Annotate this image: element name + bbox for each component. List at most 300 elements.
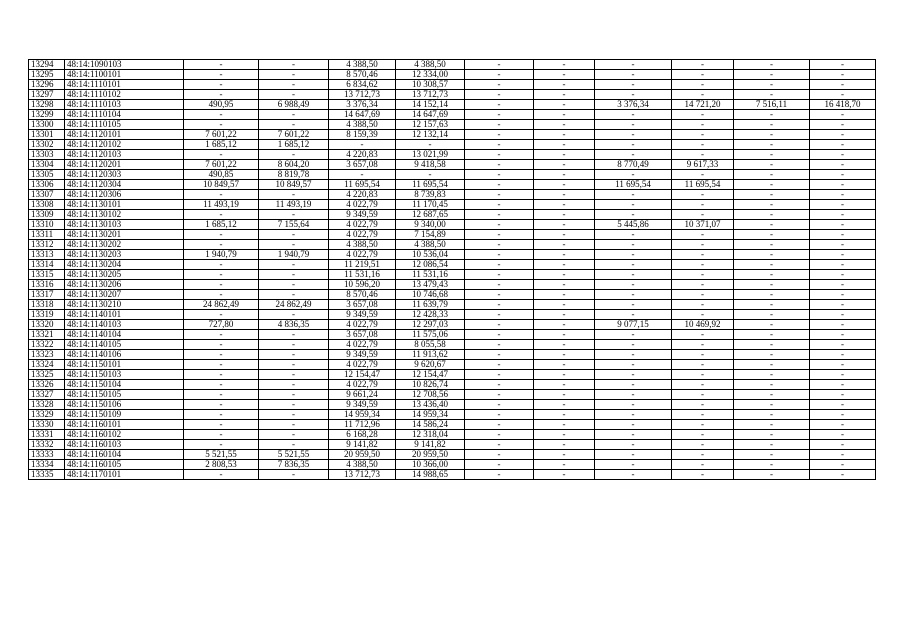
table-cell: -: [595, 260, 672, 270]
table-cell: 5 521,55: [184, 450, 259, 460]
table-cell: 13325: [29, 370, 65, 380]
table-cell: -: [595, 210, 672, 220]
table-cell: -: [734, 440, 810, 450]
table-cell: 13318: [29, 300, 65, 310]
table-cell: -: [465, 310, 534, 320]
table-cell: -: [734, 400, 810, 410]
table-cell: 13 436,40: [396, 400, 465, 410]
table-cell: 2 808,53: [184, 460, 259, 470]
table-cell: 48:14:1120101: [65, 130, 184, 140]
table-cell: -: [259, 230, 329, 240]
table-cell: -: [810, 350, 876, 360]
table-cell: -: [465, 450, 534, 460]
table-cell: -: [465, 390, 534, 400]
table-row: [29, 330, 876, 340]
table-cell: 4 836,35: [259, 320, 329, 330]
table-cell: 13311: [29, 230, 65, 240]
table-cell: 12 687,65: [396, 210, 465, 220]
table-cell: -: [595, 60, 672, 70]
table-cell: -: [810, 320, 876, 330]
table-cell: 13322: [29, 340, 65, 350]
table-row: [29, 190, 876, 200]
table-cell: -: [259, 350, 329, 360]
table-cell: 13312: [29, 240, 65, 250]
table-cell: 490,85: [184, 170, 259, 180]
table-cell: 48:14:1110105: [65, 120, 184, 130]
table-cell: -: [672, 370, 734, 380]
table-cell: -: [259, 60, 329, 70]
table-cell: 9 620,67: [396, 360, 465, 370]
table-cell: -: [810, 300, 876, 310]
table-cell: -: [672, 440, 734, 450]
table-cell: -: [595, 270, 672, 280]
table-cell: 48:14:1120102: [65, 140, 184, 150]
table-cell: 4 022,79: [329, 340, 396, 350]
table-cell: 12 086,54: [396, 260, 465, 270]
table-row: [29, 220, 876, 230]
table-cell: 10 469,92: [672, 320, 734, 330]
table-cell: -: [810, 340, 876, 350]
table-cell: 13305: [29, 170, 65, 180]
table-cell: 13324: [29, 360, 65, 370]
table-cell: 12 154,47: [329, 370, 396, 380]
table-cell: -: [465, 170, 534, 180]
table-cell: 8 739,83: [396, 190, 465, 200]
table-cell: -: [810, 240, 876, 250]
table-cell: -: [259, 260, 329, 270]
table-cell: 4 388,50: [329, 60, 396, 70]
table-cell: -: [734, 380, 810, 390]
table-cell: 3 657,08: [329, 300, 396, 310]
table-cell: 48:14:1130205: [65, 270, 184, 280]
table-cell: -: [810, 450, 876, 460]
table-cell: -: [734, 370, 810, 380]
table-cell: 13315: [29, 270, 65, 280]
table-cell: 4 220,83: [329, 150, 396, 160]
table-row: [29, 110, 876, 120]
table-cell: -: [184, 430, 259, 440]
table-cell: -: [465, 460, 534, 470]
table-row: [29, 340, 876, 350]
table-row: [29, 230, 876, 240]
table-cell: -: [734, 210, 810, 220]
table-cell: -: [259, 360, 329, 370]
table-cell: -: [259, 270, 329, 280]
table-cell: -: [184, 290, 259, 300]
table-cell: 14 586,24: [396, 420, 465, 430]
table-cell: -: [595, 460, 672, 470]
table-cell: -: [465, 110, 534, 120]
table-cell: 13330: [29, 420, 65, 430]
table-cell: 10 826,74: [396, 380, 465, 390]
table-cell: 9 141,82: [329, 440, 396, 450]
table-cell: -: [465, 320, 534, 330]
table-cell: -: [734, 110, 810, 120]
table-cell: 13309: [29, 210, 65, 220]
table-cell: 11 493,19: [184, 200, 259, 210]
table-cell: -: [259, 410, 329, 420]
table-cell: 13328: [29, 400, 65, 410]
table-cell: 5 521,55: [259, 450, 329, 460]
table-cell: 1 940,79: [184, 250, 259, 260]
table-cell: 48:14:1130101: [65, 200, 184, 210]
table-cell: -: [534, 190, 595, 200]
table-cell: -: [734, 270, 810, 280]
table-cell: 48:14:1130207: [65, 290, 184, 300]
table-row: [29, 160, 876, 170]
table-cell: -: [672, 290, 734, 300]
table-row: [29, 420, 876, 430]
table-cell: 24 862,49: [259, 300, 329, 310]
table-cell: 13300: [29, 120, 65, 130]
table-cell: -: [465, 250, 534, 260]
table-cell: 48:14:1110103: [65, 100, 184, 110]
data-table: [28, 59, 876, 480]
table-cell: 48:14:1130203: [65, 250, 184, 260]
table-cell: -: [810, 170, 876, 180]
table-cell: -: [184, 80, 259, 90]
table-cell: -: [810, 310, 876, 320]
table-cell: -: [534, 410, 595, 420]
table-cell: -: [734, 200, 810, 210]
table-cell: -: [534, 360, 595, 370]
table-cell: -: [672, 280, 734, 290]
table-cell: -: [534, 70, 595, 80]
table-cell: -: [534, 350, 595, 360]
table-cell: 48:14:1160104: [65, 450, 184, 460]
table-cell: 13317: [29, 290, 65, 300]
table-cell: -: [184, 150, 259, 160]
table-cell: 11 219,51: [329, 260, 396, 270]
table-cell: -: [534, 280, 595, 290]
table-cell: -: [534, 210, 595, 220]
table-cell: 48:14:1130102: [65, 210, 184, 220]
table-cell: -: [810, 210, 876, 220]
table-cell: -: [184, 420, 259, 430]
table-cell: -: [534, 80, 595, 90]
table-row: [29, 140, 876, 150]
table-cell: 4 388,50: [329, 240, 396, 250]
table-cell: -: [465, 400, 534, 410]
table-cell: 13335: [29, 470, 65, 480]
table-cell: -: [465, 100, 534, 110]
table-cell: -: [534, 470, 595, 480]
table-cell: 8 055,58: [396, 340, 465, 350]
table-row: [29, 380, 876, 390]
table-cell: -: [810, 80, 876, 90]
table-cell: -: [465, 430, 534, 440]
table-cell: 16 418,70: [810, 100, 876, 110]
table-cell: -: [465, 160, 534, 170]
table-cell: 13298: [29, 100, 65, 110]
table-cell: -: [672, 260, 734, 270]
table-cell: 7 601,22: [259, 130, 329, 140]
table-cell: 6 988,49: [259, 100, 329, 110]
table-cell: -: [672, 120, 734, 130]
table-cell: 490,95: [184, 100, 259, 110]
table-cell: 24 862,49: [184, 300, 259, 310]
table-cell: -: [734, 250, 810, 260]
table-cell: 48:14:1130206: [65, 280, 184, 290]
table-cell: -: [810, 250, 876, 260]
table-cell: -: [810, 120, 876, 130]
table-cell: 3 376,34: [595, 100, 672, 110]
table-cell: -: [259, 110, 329, 120]
table-cell: 48:14:1100101: [65, 70, 184, 80]
table-cell: 10 849,57: [259, 180, 329, 190]
table-cell: -: [672, 210, 734, 220]
table-cell: -: [810, 110, 876, 120]
table-cell: 13308: [29, 200, 65, 210]
table-cell: 48:14:1150105: [65, 390, 184, 400]
table-row: [29, 290, 876, 300]
table-cell: -: [184, 330, 259, 340]
table-cell: -: [259, 340, 329, 350]
table-cell: 12 154,47: [396, 370, 465, 380]
table-cell: 1 685,12: [184, 220, 259, 230]
table-cell: -: [465, 410, 534, 420]
table-cell: 13301: [29, 130, 65, 140]
table-cell: 12 334,00: [396, 70, 465, 80]
table-cell: -: [810, 280, 876, 290]
table-cell: 48:14:1150104: [65, 380, 184, 390]
table-row: [29, 370, 876, 380]
table-cell: -: [672, 190, 734, 200]
table-cell: -: [259, 380, 329, 390]
table-cell: 11 170,45: [396, 200, 465, 210]
table-cell: -: [734, 230, 810, 240]
table-cell: -: [595, 70, 672, 80]
table-cell: -: [184, 340, 259, 350]
table-cell: -: [534, 250, 595, 260]
table-cell: 10 536,04: [396, 250, 465, 260]
table-cell: 5 445,86: [595, 220, 672, 230]
table-cell: 10 371,07: [672, 220, 734, 230]
table-cell: -: [810, 180, 876, 190]
table-cell: -: [465, 360, 534, 370]
table-cell: -: [595, 380, 672, 390]
table-cell: 11 695,54: [329, 180, 396, 190]
table-row: [29, 70, 876, 80]
table-cell: 48:14:1130210: [65, 300, 184, 310]
table-cell: 13332: [29, 440, 65, 450]
table-cell: 6 834,62: [329, 80, 396, 90]
table-cell: -: [595, 200, 672, 210]
table-cell: 13320: [29, 320, 65, 330]
table-cell: 14 959,34: [329, 410, 396, 420]
table-cell: -: [672, 300, 734, 310]
table-cell: -: [734, 190, 810, 200]
table-cell: -: [672, 310, 734, 320]
table-cell: -: [465, 440, 534, 450]
table-row: [29, 210, 876, 220]
table-cell: 10 596,20: [329, 280, 396, 290]
table-cell: -: [595, 120, 672, 130]
table-cell: 13326: [29, 380, 65, 390]
table-row: [29, 250, 876, 260]
table-cell: 48:14:1140106: [65, 350, 184, 360]
table-cell: 8 604,20: [259, 160, 329, 170]
table-cell: -: [595, 140, 672, 150]
table-cell: -: [734, 390, 810, 400]
table-cell: -: [534, 450, 595, 460]
table-cell: 4 022,79: [329, 360, 396, 370]
table-cell: 48:14:1170101: [65, 470, 184, 480]
table-row: [29, 180, 876, 190]
table-cell: -: [734, 90, 810, 100]
table-cell: 48:14:1120103: [65, 150, 184, 160]
table-cell: -: [672, 340, 734, 350]
table-cell: -: [396, 140, 465, 150]
table-row: [29, 200, 876, 210]
table-cell: -: [184, 230, 259, 240]
table-cell: 20 959,50: [329, 450, 396, 460]
table-cell: -: [259, 290, 329, 300]
table-cell: -: [259, 370, 329, 380]
table-cell: -: [810, 460, 876, 470]
table-cell: -: [259, 310, 329, 320]
table-cell: -: [595, 440, 672, 450]
table-cell: -: [259, 90, 329, 100]
table-cell: 4 022,79: [329, 320, 396, 330]
table-cell: -: [595, 290, 672, 300]
table-row: [29, 280, 876, 290]
table-cell: 10 366,00: [396, 460, 465, 470]
table-cell: -: [465, 230, 534, 240]
table-cell: -: [259, 390, 329, 400]
table-cell: 6 168,28: [329, 430, 396, 440]
table-cell: -: [534, 260, 595, 270]
table-row: [29, 400, 876, 410]
table-cell: 13327: [29, 390, 65, 400]
table-cell: -: [734, 240, 810, 250]
table-cell: -: [810, 60, 876, 70]
table-cell: -: [595, 400, 672, 410]
table-cell: 13316: [29, 280, 65, 290]
table-cell: -: [595, 410, 672, 420]
table-cell: -: [672, 400, 734, 410]
table-row: [29, 100, 876, 110]
table-cell: -: [465, 130, 534, 140]
table-cell: 4 022,79: [329, 220, 396, 230]
table-row: [29, 310, 876, 320]
table-cell: -: [734, 450, 810, 460]
table-cell: -: [534, 230, 595, 240]
table-cell: -: [595, 350, 672, 360]
table-cell: 14 988,65: [396, 470, 465, 480]
table-cell: 9 349,59: [329, 400, 396, 410]
table-cell: 11 695,54: [595, 180, 672, 190]
table-cell: -: [672, 270, 734, 280]
table-cell: -: [672, 390, 734, 400]
table-cell: 1 685,12: [184, 140, 259, 150]
table-cell: 11 575,06: [396, 330, 465, 340]
table-cell: -: [734, 80, 810, 90]
table-cell: 8 819,78: [259, 170, 329, 180]
table-cell: -: [672, 430, 734, 440]
table-cell: -: [465, 260, 534, 270]
table-cell: 48:14:1140103: [65, 320, 184, 330]
table-cell: -: [595, 340, 672, 350]
table-cell: -: [184, 400, 259, 410]
table-cell: -: [465, 220, 534, 230]
table-cell: -: [534, 160, 595, 170]
table-cell: -: [734, 170, 810, 180]
table-cell: 13 712,73: [329, 470, 396, 480]
table-cell: 4 220,83: [329, 190, 396, 200]
table-cell: 13296: [29, 80, 65, 90]
table-row: [29, 90, 876, 100]
table-cell: 48:14:1140101: [65, 310, 184, 320]
table-cell: -: [734, 310, 810, 320]
table-cell: 48:14:1110104: [65, 110, 184, 120]
table-cell: -: [595, 90, 672, 100]
table-cell: -: [595, 470, 672, 480]
table-cell: 48:14:1130204: [65, 260, 184, 270]
table-cell: -: [810, 160, 876, 170]
table-cell: -: [259, 210, 329, 220]
table-cell: -: [672, 360, 734, 370]
table-cell: -: [595, 280, 672, 290]
table-cell: -: [734, 180, 810, 190]
table-cell: -: [595, 150, 672, 160]
table-cell: -: [184, 110, 259, 120]
table-cell: -: [184, 390, 259, 400]
table-row: [29, 60, 876, 70]
table-cell: -: [534, 200, 595, 210]
table-cell: -: [184, 280, 259, 290]
table-cell: -: [465, 180, 534, 190]
table-cell: 9 418,58: [396, 160, 465, 170]
table-cell: 13 712,73: [396, 90, 465, 100]
table-cell: -: [734, 220, 810, 230]
table-cell: -: [595, 450, 672, 460]
table-cell: -: [465, 380, 534, 390]
table-row: [29, 450, 876, 460]
table-cell: 7 154,89: [396, 230, 465, 240]
table-cell: -: [259, 280, 329, 290]
table-cell: 8 570,46: [329, 290, 396, 300]
table-cell: -: [465, 90, 534, 100]
table-row: [29, 240, 876, 250]
table-cell: 11 531,16: [396, 270, 465, 280]
table-cell: -: [734, 130, 810, 140]
table-cell: -: [734, 60, 810, 70]
table-cell: -: [734, 420, 810, 430]
table-cell: -: [184, 350, 259, 360]
table-cell: 8 770,49: [595, 160, 672, 170]
table-cell: -: [810, 200, 876, 210]
table-cell: -: [259, 120, 329, 130]
table-cell: -: [184, 410, 259, 420]
table-cell: 7 516,11: [734, 100, 810, 110]
table-cell: -: [534, 380, 595, 390]
table-cell: 48:14:1110102: [65, 90, 184, 100]
table-cell: -: [465, 330, 534, 340]
table-cell: -: [465, 120, 534, 130]
table-cell: 7 836,35: [259, 460, 329, 470]
table-cell: -: [810, 190, 876, 200]
table-cell: -: [595, 240, 672, 250]
table-cell: 48:14:1090103: [65, 60, 184, 70]
table-cell: -: [465, 350, 534, 360]
table-row: [29, 470, 876, 480]
table-cell: -: [672, 350, 734, 360]
table-cell: 12 428,33: [396, 310, 465, 320]
table-cell: 13295: [29, 70, 65, 80]
table-cell: -: [734, 120, 810, 130]
table-cell: -: [184, 240, 259, 250]
